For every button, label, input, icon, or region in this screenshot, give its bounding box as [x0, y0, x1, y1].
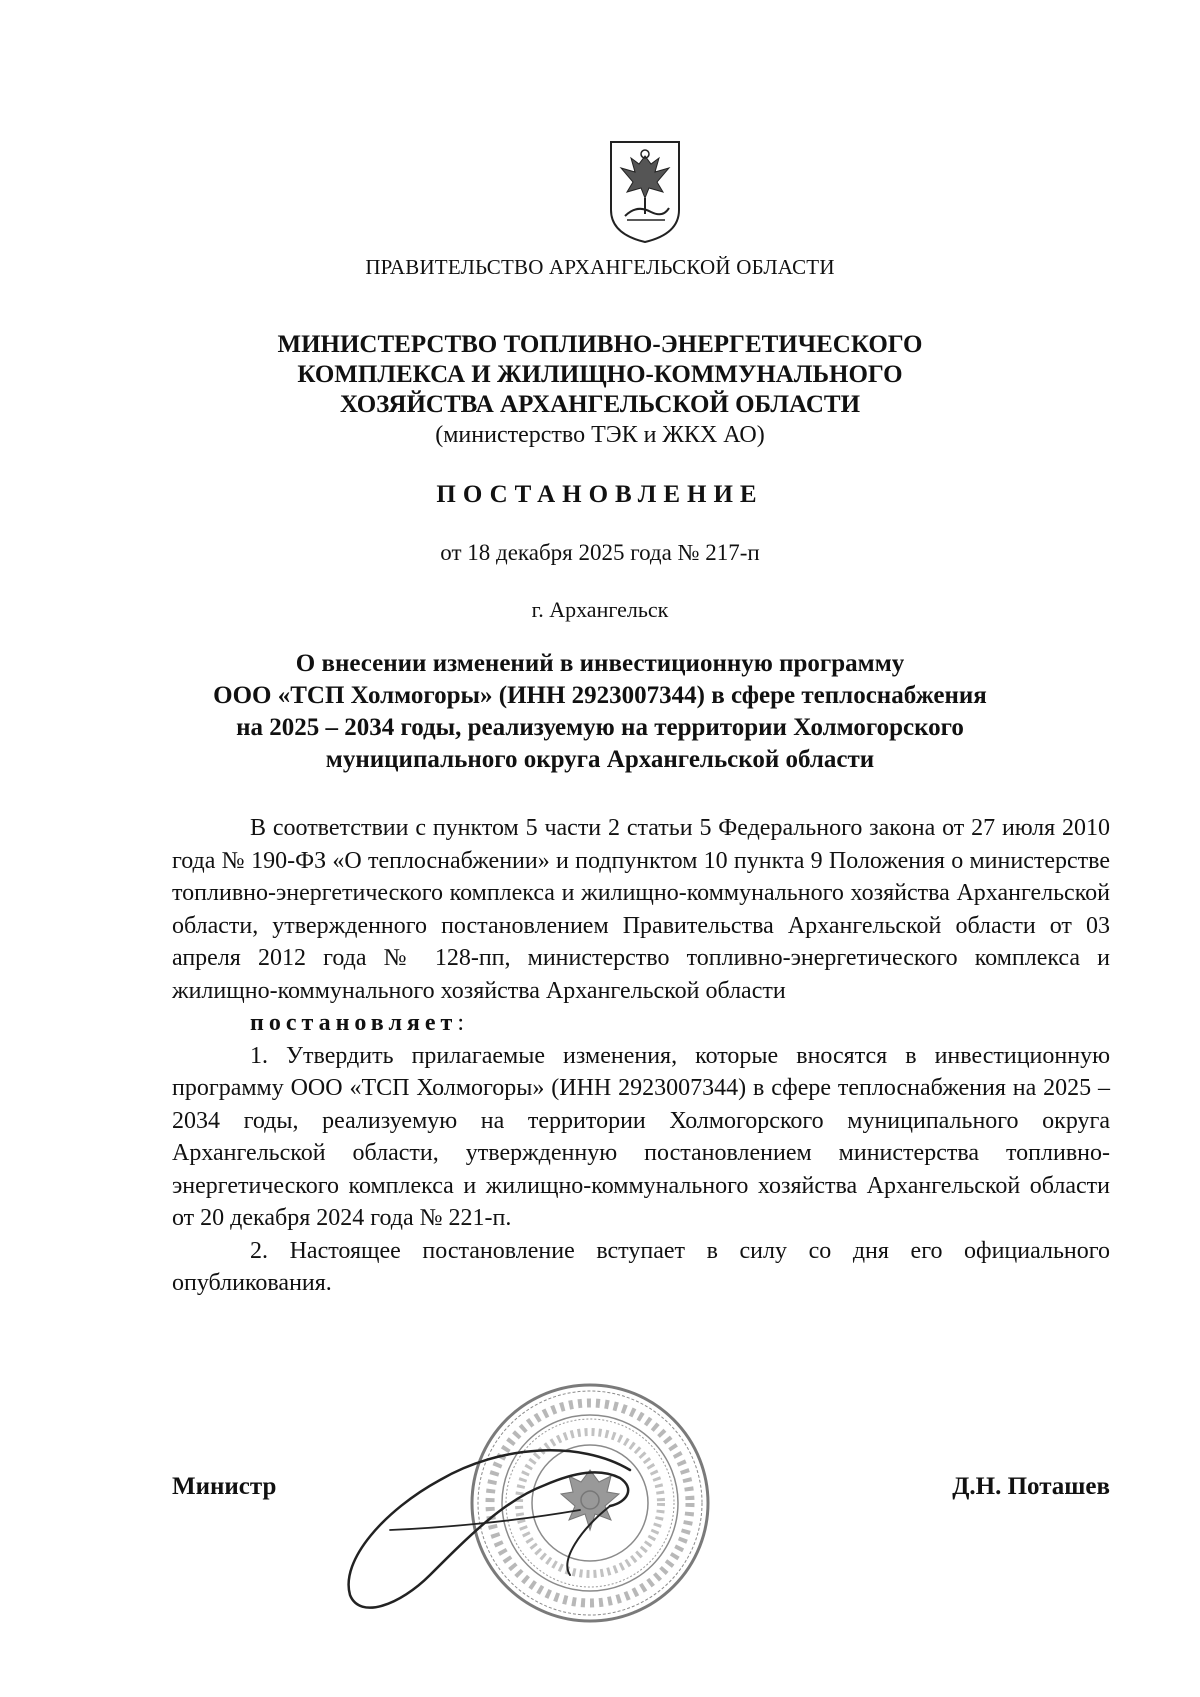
government-name: ПРАВИТЕЛЬСТВО АРХАНГЕЛЬСКОЙ ОБЛАСТИ [365, 255, 835, 279]
document-subject [0, 648, 1200, 776]
arkhangelsk-coat-of-arms-icon [607, 138, 683, 246]
decree-word: постановляет [250, 1010, 458, 1036]
ministry-abbreviation: (министерство ТЭК и ЖКХ АО) [435, 422, 765, 448]
ministry-line: КОМПЛЕКСА И ЖИЛИЩНО-КОММУНАЛЬНОГО [297, 361, 903, 388]
subject-line: ООО «ТСП Холмогоры» (ИНН 2923007344) в сфере теплоснабжения [213, 682, 987, 709]
handwritten-signature-icon [330, 1410, 670, 1620]
ministry-name [0, 330, 1200, 450]
decree-colon: : [457, 1010, 464, 1036]
signer-title: Министр [172, 1473, 277, 1500]
ministry-line: МИНИСТЕРСТВО ТОПЛИВНО-ЭНЕРГЕТИЧЕСКОГО [277, 331, 923, 358]
ministry-line: ХОЗЯЙСТВА АРХАНГЕЛЬСКОЙ ОБЛАСТИ [339, 391, 861, 418]
decree-line [172, 1007, 1110, 1040]
item-2-paragraph: 2. Настоящее постановление вступает в силу со дня его официального опубликования. [172, 1237, 1110, 1296]
document-date-number: от 18 декабря 2025 года № 217-п [440, 540, 760, 565]
subject-line: муниципального округа Архангельской области [325, 746, 875, 773]
document-type: ПОСТАНОВЛЕНИЕ [436, 481, 764, 508]
subject-line: на 2025 – 2034 годы, реализуемую на территории Холмогорского [236, 714, 964, 741]
document-city: г. Архангельск [531, 597, 669, 622]
signer-name: Д.Н. Поташев [952, 1473, 1110, 1500]
preamble-paragraph: В соответствии с пунктом 5 части 2 статьи 5 Федерального закона от 27 июля 2010 года № 190-ФЗ «О теплоснабжении» и подпунктом 10 пункта 9 Положения о министерстве топливно-энергетического комплекса и жилищно-коммунального хозяйства Архангельской области, утвержденного постановлением Правительства Архангельской области от 03 апреля 2012 года № 128-пп, министерство топливно-энергетического комплекса и жилищно-коммунального хозяйства Архангельской области [172, 815, 1110, 1004]
document-body [172, 812, 1110, 1300]
item-1-paragraph: 1. Утвердить прилагаемые изменения, которые вносятся в инвестиционную программу ООО «ТСП Холмогоры» (ИНН 2923007344) в сфере теплоснабжения на 2025 – 2034 годы, реализуемую на территории Холмогорского муниципального округа Архангельской области, утвержденную постановлением министерства топливно-энергетического комплекса и жилищно-коммунального хозяйства Архангельской области от 20 декабря 2024 года № 221-п. [172, 1042, 1110, 1231]
subject-line: О внесении изменений в инвестиционную программу [295, 650, 905, 677]
